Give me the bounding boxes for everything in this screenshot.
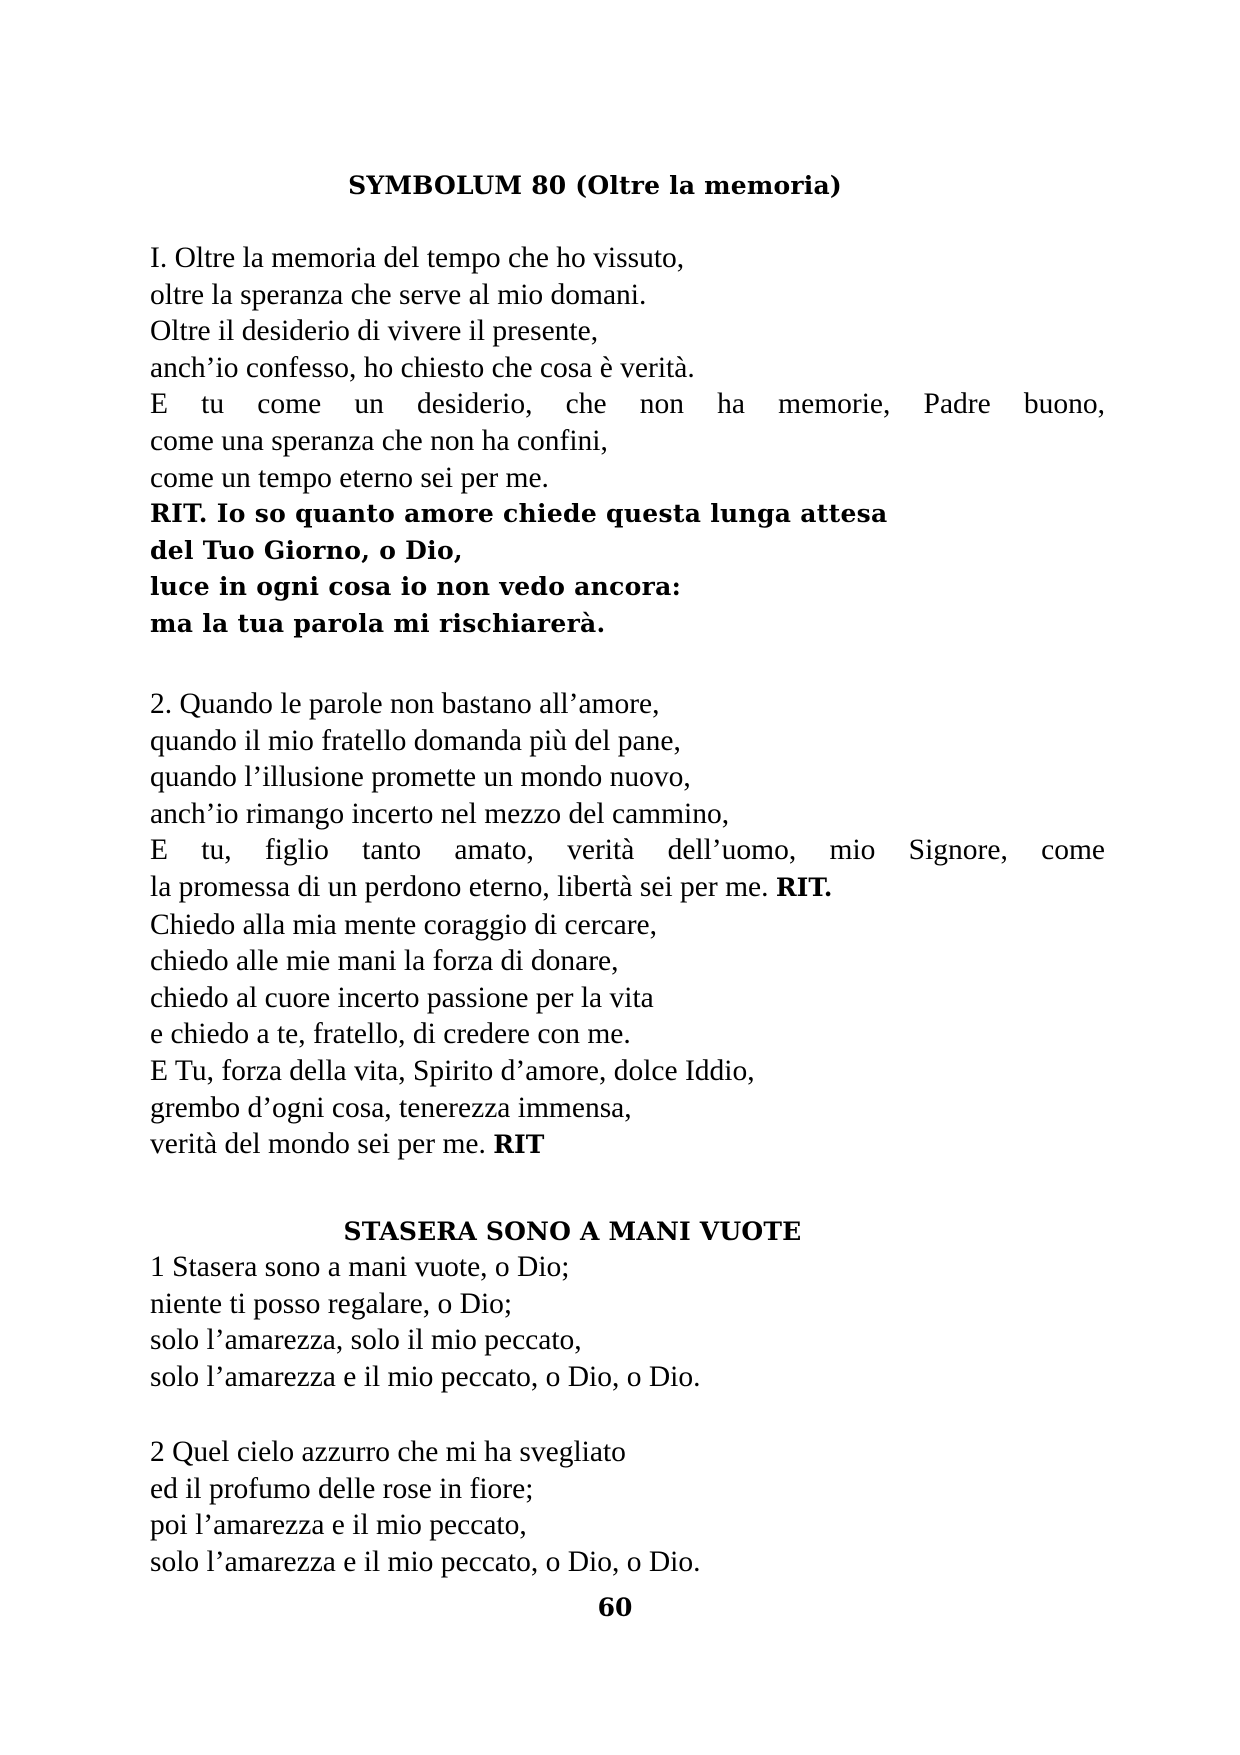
verse-line: solo l’amarezza, solo il mio peccato, bbox=[150, 1324, 582, 1357]
verse-line: grembo d’ogni cosa, tenerezza immensa, bbox=[150, 1091, 632, 1124]
verse-line: E Tu, forza della vita, Spirito d’amore, dolce Iddio, bbox=[150, 1054, 755, 1087]
verse-line: 2 Quel cielo azzurro che mi ha svegliato bbox=[150, 1436, 626, 1468]
verse-line: 1 Stasera sono a mani vuote, o Dio; bbox=[150, 1251, 570, 1283]
song-title-stasera: STASERA SONO A MANI VUOTE bbox=[343, 1217, 802, 1246]
verse-line-text: la promessa di un perdono eterno, libertà sei per me. bbox=[150, 870, 769, 903]
verse-line: chiedo alle mie mani la forza di donare, bbox=[150, 945, 619, 978]
refrain-line: RIT. Io so quanto amore chiede questa lunga attesa bbox=[150, 499, 888, 529]
verse-2-block bbox=[150, 686, 1150, 1164]
stasera-verse-1-block bbox=[150, 1249, 1150, 1395]
verse-line: anch’io confesso, ho chiesto che cosa è verità. bbox=[150, 351, 695, 384]
verse-line: E tu come un desiderio, che non ha memorie, Padre buono, bbox=[150, 388, 1105, 421]
stasera-verse-2-block bbox=[150, 1434, 1150, 1580]
verse-line: oltre la speranza che serve al mio domani. bbox=[150, 278, 647, 311]
verse-line: 2. Quando le parole non bastano all’amore, bbox=[150, 688, 660, 720]
verse-line: I. Oltre la memoria del tempo che ho vissuto, bbox=[150, 242, 685, 274]
verse-line bbox=[150, 1126, 1150, 1164]
verse-line-text: verità del mondo sei per me. bbox=[150, 1128, 486, 1161]
verse-line: quando l’illusione promette un mondo nuovo, bbox=[150, 761, 691, 794]
verse-line: chiedo al cuore incerto passione per la vita bbox=[150, 981, 654, 1014]
verse-line: ed il profumo delle rose in fiore; bbox=[150, 1472, 534, 1505]
refrain-line: ma la tua parola mi rischiarerà. bbox=[150, 608, 606, 638]
verse-line: poi l’amarezza e il mio peccato, bbox=[150, 1509, 527, 1542]
verse-line: Chiedo alla mia mente coraggio di cercare, bbox=[150, 908, 658, 941]
song-title-symbolum: SYMBOLUM 80 (Oltre la memoria) bbox=[348, 171, 842, 200]
verse-line: Oltre il desiderio di vivere il presente, bbox=[150, 315, 599, 348]
verse-1-block bbox=[150, 240, 1150, 643]
verse-line bbox=[150, 869, 1150, 907]
refrain-marker: RIT. bbox=[775, 872, 833, 902]
verse-line: come una speranza che non ha confini, bbox=[150, 424, 608, 457]
refrain-marker: RIT bbox=[493, 1130, 545, 1160]
verse-line: anch’io rimango incerto nel mezzo del cammino, bbox=[150, 797, 730, 830]
refrain-line: del Tuo Giorno, o Dio, bbox=[150, 535, 463, 565]
verse-line: niente ti posso regalare, o Dio; bbox=[150, 1287, 513, 1320]
page-number: 60 bbox=[597, 1593, 633, 1622]
verse-line: e chiedo a te, fratello, di credere con me. bbox=[150, 1018, 631, 1051]
verse-line: come un tempo eterno sei per me. bbox=[150, 461, 549, 494]
verse-line: E tu, figlio tanto amato, verità dell’uomo, mio Signore, come bbox=[150, 834, 1105, 867]
refrain-line: luce in ogni cosa io non vedo ancora: bbox=[150, 572, 682, 602]
verse-line: solo l’amarezza e il mio peccato, o Dio, o Dio. bbox=[150, 1360, 701, 1393]
verse-line: quando il mio fratello domanda più del pane, bbox=[150, 724, 681, 757]
verse-line: solo l’amarezza e il mio peccato, o Dio, o Dio. bbox=[150, 1545, 701, 1578]
